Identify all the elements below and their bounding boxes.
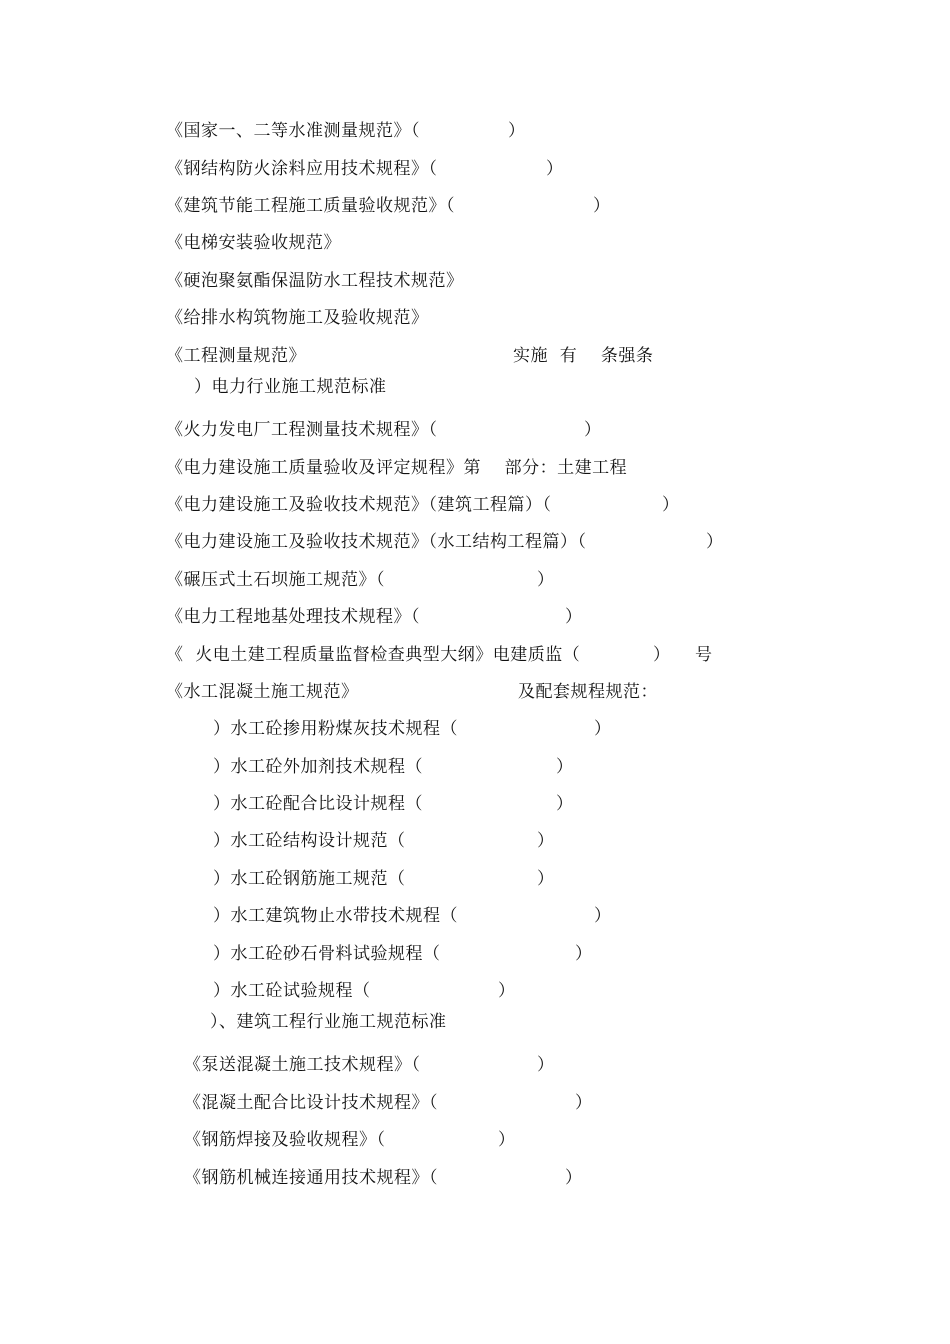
standard-title: 《电力建设施工及验收技术规范》（建筑工程篇）（ bbox=[166, 495, 552, 515]
standard-close-paren: ） bbox=[706, 532, 724, 552]
standard-close-paren: ） bbox=[593, 196, 611, 216]
standard-title: 《建筑节能工程施工质量验收规范》（ bbox=[166, 196, 455, 216]
standard-close-paren: ） bbox=[537, 570, 555, 590]
standard-close-paren: ） bbox=[565, 607, 583, 627]
standard-suffix: 号 bbox=[695, 645, 713, 665]
standard-title: 《工程测量规范》 bbox=[166, 346, 306, 366]
sub-standard-title: ）水工砼试验规程（ bbox=[213, 981, 371, 1001]
standard-close-paren: ） bbox=[537, 869, 555, 889]
sub-standard-title: ）水工建筑物止水带技术规程（ bbox=[213, 906, 458, 926]
standard-title: 《混凝土配合比设计技术规程》（ bbox=[184, 1093, 438, 1113]
standard-close-paren: ） bbox=[565, 1168, 583, 1188]
standard-title: 《钢结构防火涂料应用技术规程》（ bbox=[166, 159, 438, 179]
section-heading-building: ）、建筑工程行业施工规范标准 bbox=[210, 1012, 447, 1032]
standard-close-paren: ） bbox=[498, 981, 516, 1001]
standard-close-paren: ） bbox=[584, 420, 602, 440]
standard-close-paren: ） bbox=[546, 159, 564, 179]
standard-close-paren: ） bbox=[498, 1130, 516, 1150]
standard-close-paren: ） bbox=[556, 757, 574, 777]
standard-title: 《碾压式土石坝施工规范》（ bbox=[166, 570, 385, 590]
standard-close-paren: ） bbox=[537, 831, 555, 851]
standard-title: 《电梯安装验收规范》 bbox=[166, 233, 341, 253]
standard-title: 《钢筋焊接及验收规程》（ bbox=[184, 1130, 386, 1150]
standard-title: 《电力建设施工及验收技术规范》（水工结构工程篇）（ bbox=[166, 532, 587, 552]
sub-standard-title: ）水工砼外加剂技术规程（ bbox=[213, 757, 423, 777]
standard-title: 《水工混凝土施工规范》 bbox=[166, 682, 359, 702]
sub-standard-title: ）水工砼掺用粉煤灰技术规程（ bbox=[213, 719, 458, 739]
sub-standard-title: ）水工砼钢筋施工规范（ bbox=[213, 869, 406, 889]
standard-title: 《硬泡聚氨酯保温防水工程技术规范》 bbox=[166, 271, 464, 291]
standard-close-paren: ） bbox=[594, 906, 612, 926]
sub-standard-title: ）水工砼砂石骨料试验规程（ bbox=[213, 944, 441, 964]
sub-standard-title: ）水工砼结构设计规范（ bbox=[213, 831, 406, 851]
standard-title: 《钢筋机械连接通用技术规程》（ bbox=[184, 1168, 438, 1188]
standard-title: 《国家一、二等水准测量规范》（ bbox=[166, 121, 420, 141]
standard-close-paren: ） bbox=[653, 645, 671, 665]
standard-title: 《 火电土建工程质量监督检查典型大纲》电建质监（ bbox=[166, 645, 581, 665]
standard-close-paren: ） bbox=[662, 495, 680, 515]
standard-close-paren: ） bbox=[575, 1093, 593, 1113]
standard-title: 《火力发电厂工程测量技术规程》（ bbox=[166, 420, 438, 440]
standard-note: 实施 有 条强条 bbox=[513, 346, 654, 366]
standard-title: 《电力工程地基处理技术规程》（ bbox=[166, 607, 420, 627]
standard-close-paren: ） bbox=[556, 794, 574, 814]
section-heading-power: ）电力行业施工规范标准 bbox=[194, 377, 387, 397]
sub-standard-title: ）水工砼配合比设计规程（ bbox=[213, 794, 423, 814]
standard-title: 《给排水构筑物施工及验收规范》 bbox=[166, 308, 429, 328]
standard-close-paren: ） bbox=[575, 944, 593, 964]
standard-note: 及配套规程规范： bbox=[518, 682, 658, 702]
standard-title: 《泵送混凝土施工技术规程》（ bbox=[184, 1055, 421, 1075]
standard-title: 《电力建设施工质量验收及评定规程》第 部分：土建工程 bbox=[166, 458, 628, 478]
standard-close-paren: ） bbox=[594, 719, 612, 739]
standard-close-paren: ） bbox=[537, 1055, 555, 1075]
standard-close-paren: ） bbox=[508, 121, 526, 141]
